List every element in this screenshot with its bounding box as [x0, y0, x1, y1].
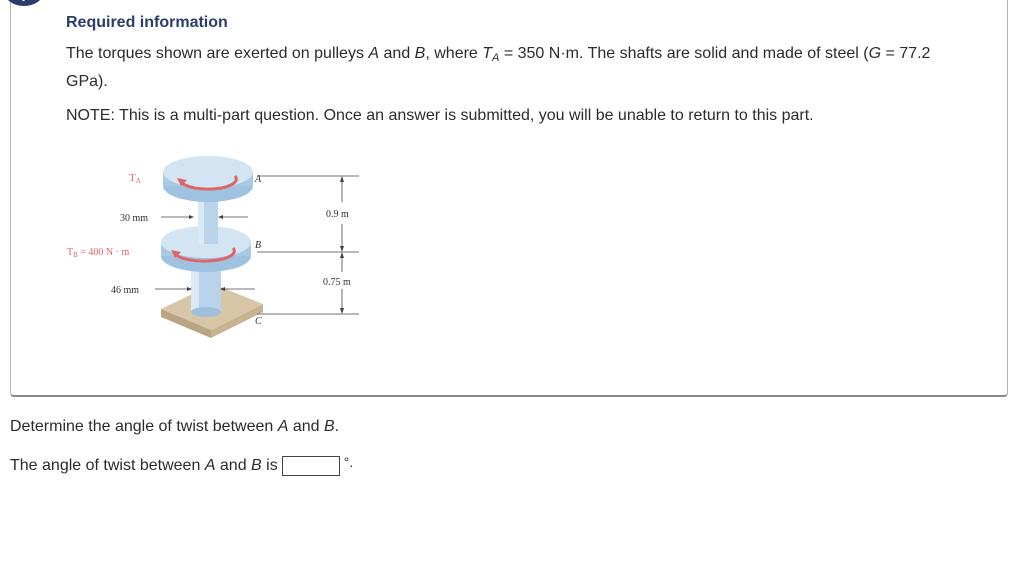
- label-0-75m: 0.75 m: [323, 277, 351, 288]
- angle-of-twist-input[interactable]: [282, 456, 340, 476]
- label-b: B: [255, 240, 262, 251]
- question-prompt: Determine the angle of twist between A and B.: [10, 418, 340, 435]
- label-a: A: [255, 174, 262, 185]
- info-title: Required information: [66, 14, 228, 31]
- answer-line: [10, 456, 353, 476]
- degree-unit: °.: [343, 454, 354, 470]
- label-30mm: 30 mm: [120, 213, 149, 224]
- shaft-pulley-figure: [63, 144, 373, 354]
- required-information-panel: [10, 0, 1008, 397]
- problem-statement: The torques shown are exerted on pulleys A and B, where $T_A = 350$ N·m. The shafts are solid and made of steel (G = 77.2 GPa).: [66, 45, 931, 90]
- label-ta: TA: [129, 172, 141, 185]
- label-46mm: 46 mm: [111, 285, 140, 296]
- note-text: NOTE: This is a multi-part question. Once an answer is submitted, you will be unable to return to this part.: [66, 107, 814, 124]
- label-0-9m: 0.9 m: [326, 209, 349, 220]
- answer-label: The angle of twist between A and B is: [10, 457, 278, 474]
- label-tb: $T_B = 400$ N · m: [67, 247, 130, 259]
- pulley-a: [163, 156, 253, 188]
- label-c: C: [255, 316, 262, 327]
- info-icon: [4, 0, 44, 6]
